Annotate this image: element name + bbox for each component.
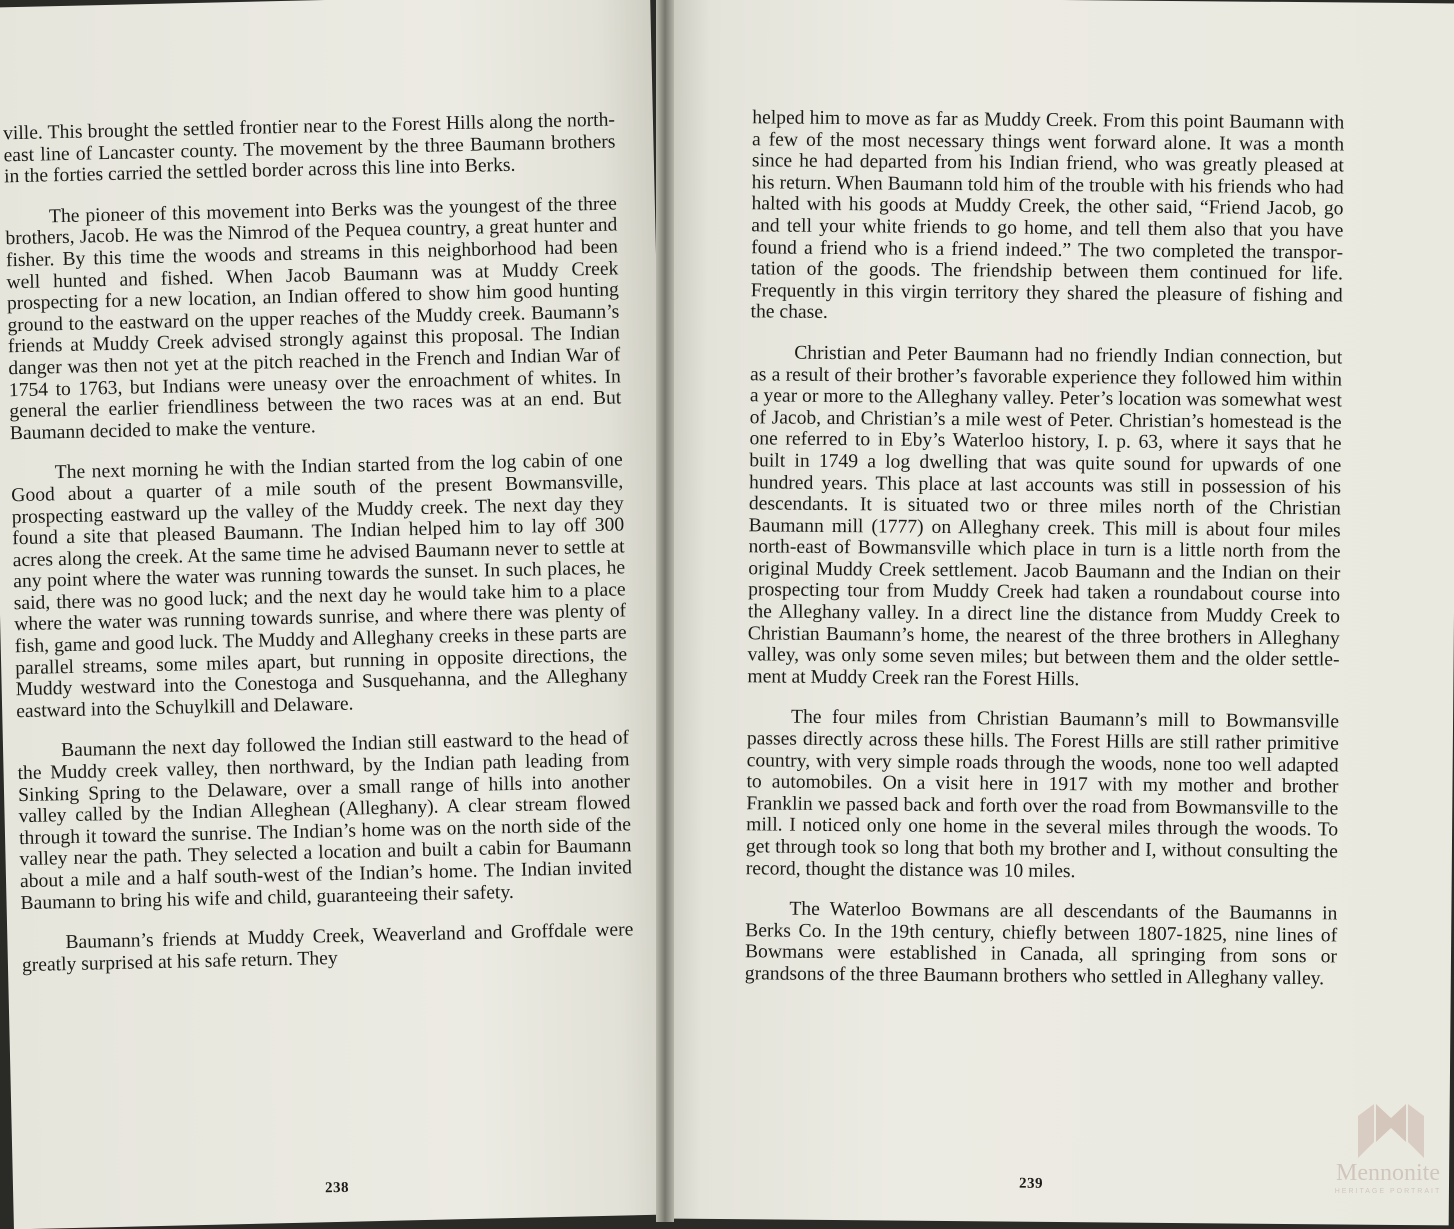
paragraph: Baumann’s friends at Muddy Creek, Weaverland and Groffdale were greatly surprised at his safe return. They [21,919,634,976]
left-page-text [3,109,634,976]
paragraph: Christian and Peter Baumann had no friendly Indian connection, but as a result of their brother’s favorable experience they followed him within a year or more to the Alleghany valley. Peter’s location was somewhat west of Jacob, and Christian’s a mile west of Peter. Christian’s homestead is the one referred to in Eby’s Waterloo history, I. p. 63, where it says that he built in 1749 a log dwelling that was quite sound for upwards of one hundred years. This place at last accounts was still in possession of his descendants. It is situated two or three miles north of the Christian Baumann mill (1777) on Alleghany creek. This mill is about four miles north-east of Bowmansville which place in turn is a little north from the original Muddy Creek settlement. Jacob Baumann and the Indian on their prospecting tour from Muddy Creek had taken a roundabout course into the Alleghany valley. In a direct line the distance from Muddy Creek to Christian Baumann’s home, the nearest of the three brothers in Alleghany valley, was only some seven miles; but between them and the older settlement at Muddy Creek ran the Forest Hills. [747,342,1343,691]
left-page [0,0,678,1229]
paragraph: Baumann the next day followed the Indian still eastward to the head of the Muddy creek valley, then northward, by the Indian path leading from Sinking Spring to the Delaware, over a small range of hills into another valley called by the Indian Alleghean (Alleghany). A clear stream flowed through it toward the sunrise. The Indian’s home was on the north side of the valley near the path. They selected a location and built a cabin for Baumann about a mile and a half south-west of the Indian’s home. The Indian invited Baumann to bring his wife and child, guaranteeing their safety. [17,727,633,914]
paragraph: helped him to move as far as Muddy Creek. From this point Baumann with a few of the most necessary things went forward alone. It was a month since he had departed from his Indian friend, who was greatly pleased at his return. When Baumann told him of the trouble with his friends who had halted with his goods at Muddy Creek, the other said, “Friend Jacob, go and tell your white friends to go home, and tell them also that you have found a friend who is a friend indeed.” The two completed the transportation of the goods. The friendship between them continued for life. Frequently in this virgin territory they shared the pleasure of fishing and the chase. [750,107,1345,324]
paragraph: The next morning he with the Indian started from the log cabin of one Good about a quarter of a mile south of the present Bowmansville, prospecting eastward up the valley of the Muddy creek. The next day they found a site that pleased Baumann. The Indian helped him to lay off 300 acres along the creek. At the same time he advised Baumann never to settle at any point where the water was running towards the sunset. In such places, he said, there was no good luck; and the next day he would take him to a place where the water was running towards sunrise, and where there was plenty of fish, game and good luck. The Muddy and Alleghany creeks in these parts are parallel streams, some miles apart, but running in opposite directions, the Muddy westward into the Conestoga and Susquehanna, and the Alleghany eastward into the Schuylkill and Delaware. [11,449,628,723]
page-number: 238 [324,1179,350,1197]
book-gutter [656,0,674,1222]
paragraph: The pioneer of this movement into Berks was the youngest of the three brothers, Jacob. He was the Nimrod of the Pequea country, a great hunter and fisher. By this time the woods and streams in this neighborhood had been well hunted and fished. When Jacob Baumann was at Muddy Creek prospecting for a new location, an Indian offered to show him good hunting ground to the eastward on the upper reaches of the Muddy creek. Baumann’s friends at Muddy Creek advised strongly against this proposal. The Indian danger was then not yet at the pitch reached in the French and Indian War of 1754 to 1763, but Indians were uneasy over the enroachment of whites. In general the earlier friendliness between the two races was at an end. But Baumann decided to make the venture. [5,193,622,444]
paragraph: The Waterloo Bowmans are all descendants of the Baumanns in Berks Co. In the 19th century, chiefly between 1807-1825, nine lines of Bowmans were established in Canada, all springing from sons or grandsons of the three Baumann brothers who settled in Alleghany valley. [744,898,1338,990]
paragraph: ville. This brought the settled frontier near to the Forest Hills along the north-east line of Lancaster county. The movement by the three Baumann brothers in the forties carried the settled border across this line into Berks. [2,109,616,188]
right-page [661,0,1454,1225]
watermark-tagline: HERITAGE PORTRAIT [1334,1188,1442,1195]
page-number: 239 [1018,1175,1044,1192]
watermark-name: Mennonite [1336,1160,1440,1186]
paragraph: The four miles from Christian Baumann’s mill to Bowmansville passes directly across these hills. The Forest Hills are still rather primitive country, with very simple roads through the woods, none too well adapted to automobiles. On a visit here in 1917 with my mother and brother Franklin we passed back and forth over the road from Bowmansville to the mill. I noticed only one home in the several miles through the woods. To get through took so long that both my brother and I, without consulting the record, thought the distance was 10 miles. [745,707,1340,882]
mennonite-logo-icon [1356,1102,1426,1158]
right-page-text [745,107,1345,990]
watermark [1328,1102,1448,1214]
